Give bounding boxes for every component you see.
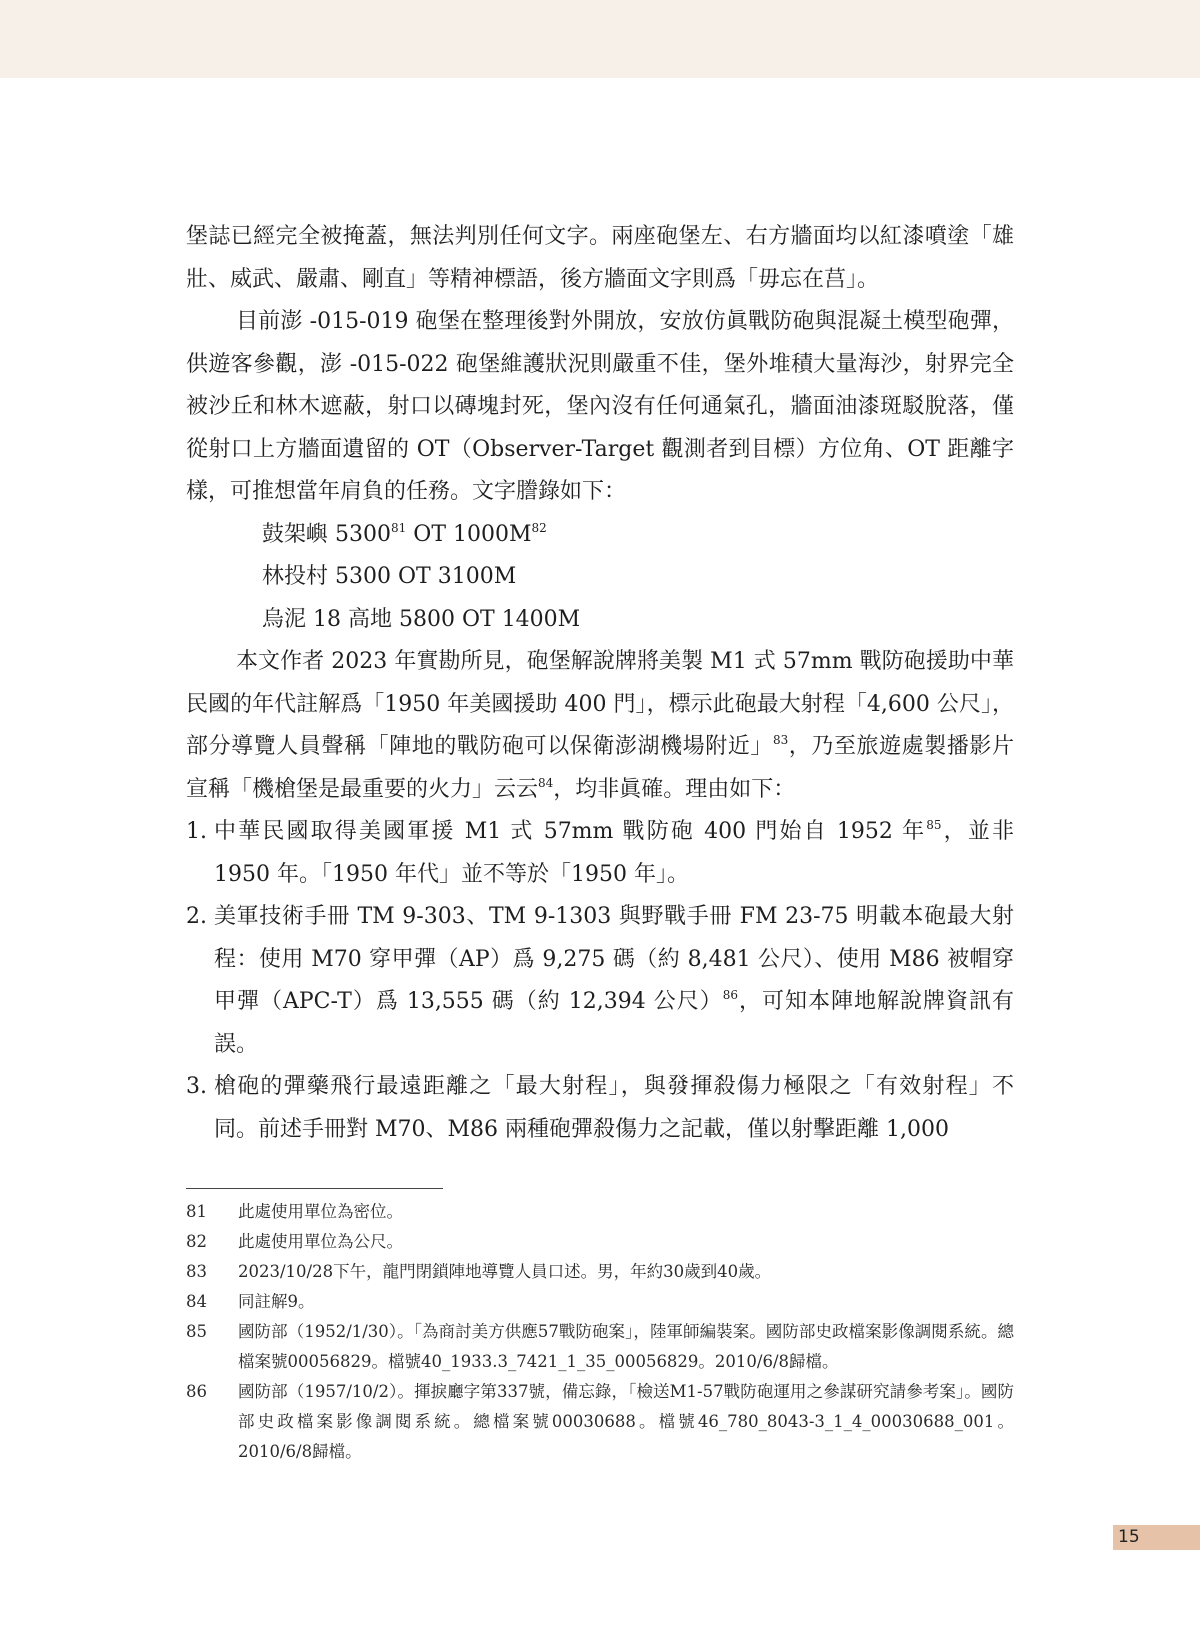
list-item: 2. 美軍技術手冊 TM 9-303、TM 9-1303 與野戰手冊 FM 23-75 明載本砲最大射程：使用 M70 穿甲彈（AP）爲 9,275 碼（約 8,481 公尺）、使用 M86 被帽穿甲彈（APC-T）爲 13,555 碼（約 12,394 公尺）$^{86}$，可知本陣地解說牌資訊有誤。 <box>186 896 1014 1066</box>
list-number: 3. <box>186 1074 207 1099</box>
coordinate-line <box>186 556 1014 599</box>
footnote-divider <box>186 1188 443 1189</box>
coord-bearing: 5300 <box>335 564 392 589</box>
footnote: 84 同註解9。 <box>186 1292 315 1311</box>
reasons-list <box>186 811 1014 1151</box>
footnote: 81 此處使用單位為密位。 <box>186 1202 403 1221</box>
footnote-ref[interactable]: 82 <box>531 520 547 535</box>
coordinate-line <box>186 599 1014 642</box>
list-item: 3. 槍砲的彈藥飛行最遠距離之「最大射程」，與發揮殺傷力極限之「有效射程」不同。前述手冊對 M70、M86 兩種砲彈殺傷力之記載，僅以射擊距離 1,000 <box>186 1066 1014 1151</box>
coord-place: 林投村 <box>262 564 329 589</box>
coord-place: 烏泥 18 高地 <box>262 606 392 632</box>
footnote-ref[interactable]: 81 <box>391 520 407 535</box>
coord-bearing: 5800 <box>398 606 455 632</box>
footnotes <box>186 1197 1014 1467</box>
paragraph-3: 本文作者 2023 年實勘所見，砲堡解說牌將美製 M1 式 57mm 戰防砲援助中華民國的年代註解爲「1950 年美國援助 400 門」，標示此砲最大射程「4,600 公尺」，部分導覽人員聲稱「陣地的戰防砲可以保衛澎湖機場附近」$^{83}$，乃至旅遊處製播影片宣稱「機槍堡是最重要的火力」云云$^{84}$，均非眞確。理由如下： <box>186 649 1014 802</box>
header-band <box>0 0 1200 78</box>
footnote-ref[interactable]: 86 <box>722 988 739 1002</box>
list-number: 1. <box>186 819 207 844</box>
coord-range: OT 3100M <box>398 564 517 589</box>
coord-range: OT 1000M <box>413 521 532 547</box>
coord-bearing: 5300 <box>335 521 392 547</box>
coordinate-line <box>186 514 1014 557</box>
paragraph-2: 目前澎 -015-019 砲堡在整理後對外開放，安放仿眞戰防砲與混凝土模型砲彈，供遊客參觀，澎 -015-022 砲堡維護狀況則嚴重不佳，堡外堆積大量海沙，射界完全被沙丘和林木遮蔽，射口以磚塊封死，堡內沒有任何通氣孔，牆面油漆斑駁脫落，僅從射口上方牆面遺留的 OT（Observer-Target 觀測者到目標）方位角、OT 距離字樣，可推想當年肩負的任務。文字謄錄如下： <box>186 309 1014 504</box>
footnote-ref[interactable]: 85 <box>926 818 942 832</box>
footnote-ref[interactable]: 83 <box>772 733 789 747</box>
footnote: 83 2023/10/28下午，龍門閉鎖陣地導覽人員口述。男，年約30歲到40歲。 <box>186 1262 772 1281</box>
footnote: 86 國防部（1957/10/2）。揮捩廳字第337號，備忘錄，「檢送M1-57戰防砲運用之參謀研究請參考案」。國防部史政檔案影像調閱系統。總檔案號00030688。檔號46_780_8043-3_1_4_00030688_001。2010/6/8歸檔。 <box>186 1382 1014 1461</box>
page-number: 15 <box>1118 1527 1140 1547</box>
footnote-ref[interactable]: 84 <box>538 775 554 790</box>
coord-place: 鼓架嶼 <box>262 521 329 547</box>
footnote: 85 國防部（1952/1/30）。「為商討美方供應57戰防砲案」，陸軍師編裝案。國防部史政檔案影像調閱系統。總檔案號00056829。檔號40_1933.3_7421_1_35_00056829。2010/6/8歸檔。 <box>186 1322 1014 1371</box>
coord-range: OT 1400M <box>461 606 581 632</box>
main-text <box>186 216 1014 1151</box>
list-item: 1. 中華民國取得美國軍援 M1 式 57mm 戰防砲 400 門始自 1952 年$^{85}$，並非 1950 年。「1950 年代」並不等於「1950 年」。 <box>186 811 1014 896</box>
footnote: 82 此處使用單位為公尺。 <box>186 1232 403 1251</box>
list-number: 2. <box>186 904 207 929</box>
paragraph-1: 堡誌已經完全被掩蓋，無法判別任何文字。兩座砲堡左、右方牆面均以紅漆噴塗「雄壯、威武、嚴肅、剛直」等精神標語，後方牆面文字則爲「毋忘在莒」。 <box>186 224 1014 292</box>
